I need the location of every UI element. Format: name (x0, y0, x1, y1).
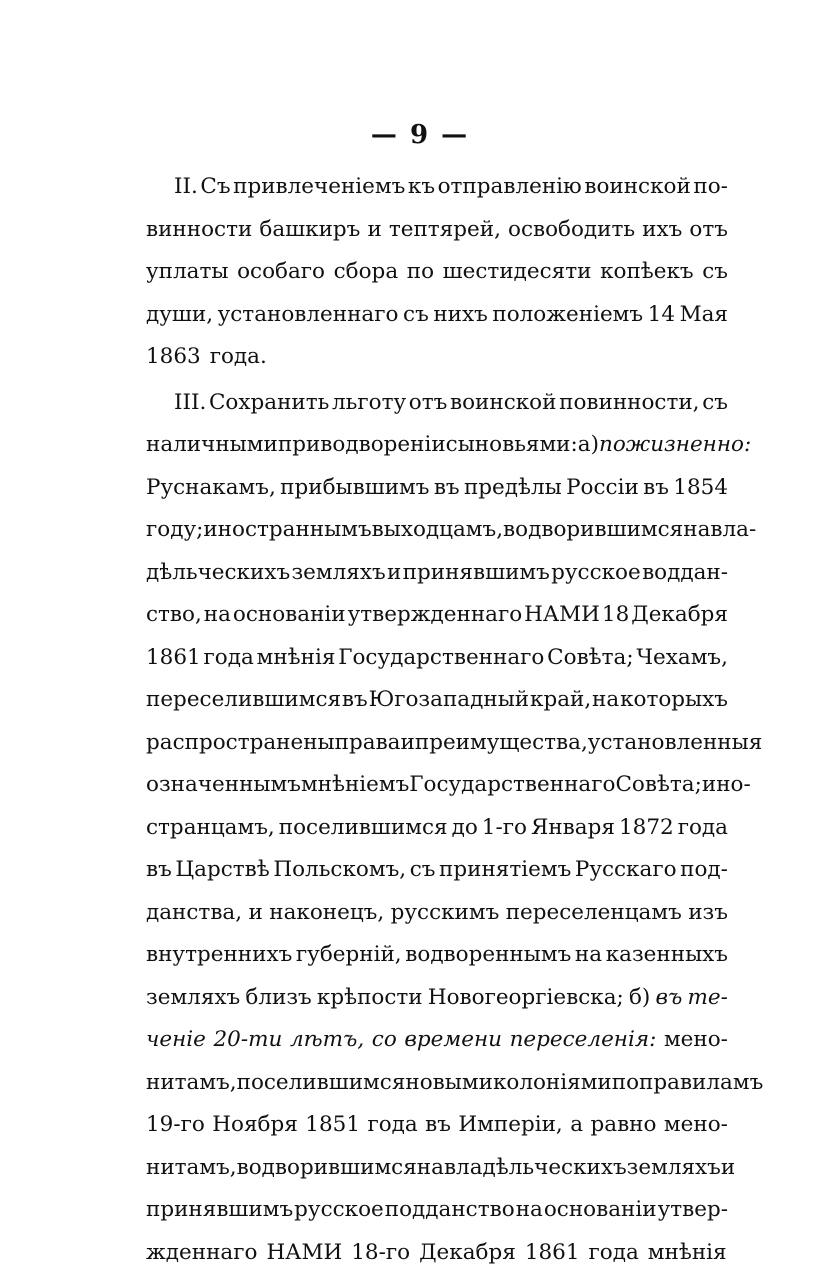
text-line (146, 892, 728, 935)
text-line (146, 807, 728, 850)
word: въ (342, 679, 368, 722)
word: русское (294, 1189, 384, 1232)
word: правиламъ (639, 1062, 763, 1105)
word: въ (643, 467, 669, 510)
word: мнѣнія (648, 1232, 727, 1274)
word: НАМИ (524, 594, 600, 637)
word: странцамъ, (146, 807, 275, 850)
word: переселившимся (146, 679, 341, 722)
text-line (146, 934, 728, 977)
text-line (146, 509, 728, 552)
word: Сохранить (209, 382, 329, 425)
word: года. (210, 336, 267, 379)
word: воддан- (642, 552, 728, 595)
text-line (146, 594, 728, 637)
page-number: — 9 — (0, 120, 840, 150)
text-line (146, 977, 728, 1020)
word: особаго (237, 251, 325, 294)
word: уплаты (146, 251, 228, 294)
word: мнѣнія (257, 637, 336, 680)
text-line (146, 849, 728, 892)
word: ихъ (642, 209, 682, 252)
word: съ (702, 382, 728, 425)
word: льготу (332, 382, 406, 425)
word: распространены (146, 722, 335, 765)
word: 14 (648, 294, 675, 337)
word: II. (174, 166, 198, 209)
word: въ (434, 467, 460, 510)
word: мено- (664, 1019, 728, 1062)
text-line (146, 336, 728, 379)
text-line (146, 1232, 728, 1274)
word: 1861 (146, 637, 201, 680)
word: 20-ти (213, 1019, 282, 1062)
word: 18 (602, 594, 629, 637)
word: Польскомъ, (273, 849, 406, 892)
word: владѣльческихъ (444, 1147, 627, 1190)
word: внутреннихъ (146, 934, 292, 977)
text-line (146, 382, 728, 425)
word: лѣтъ, (290, 1019, 364, 1062)
word: съ (403, 294, 429, 337)
word: данства, (146, 892, 242, 935)
text-line (146, 166, 728, 209)
word: основаніи (233, 594, 346, 637)
word: въ (146, 849, 172, 892)
word: утвержденнаго (348, 594, 523, 637)
word: равно (591, 1104, 657, 1147)
word: а (570, 1104, 583, 1147)
word: Имперіи, (458, 1104, 562, 1147)
word: под- (680, 849, 728, 892)
word: права (335, 722, 401, 765)
text-line (146, 764, 728, 807)
word: года (367, 1104, 417, 1147)
text-line (146, 251, 728, 294)
word: отправленію (438, 166, 582, 209)
word: отъ (409, 382, 448, 425)
text-line (146, 637, 728, 680)
text-line (146, 467, 728, 510)
word: воинской (584, 166, 690, 209)
word: тептярей, (389, 209, 501, 252)
text-line (146, 209, 728, 252)
word: принятіемъ (439, 849, 571, 892)
word: принявшимъ (146, 1189, 293, 1232)
text-line (146, 1062, 728, 1105)
word: 1861 (525, 1232, 580, 1274)
word: и (367, 209, 381, 252)
word: новыми (405, 1062, 493, 1105)
word: и (387, 552, 401, 595)
word: Чехамъ, (636, 637, 728, 680)
word: 1872 (619, 807, 674, 850)
word: наличными (146, 424, 278, 467)
word: башкиръ (259, 209, 360, 252)
word: жденнаго (146, 1232, 257, 1274)
word: Совѣта; (615, 764, 701, 807)
word: Совѣта; (547, 637, 633, 680)
word: переселенія: (510, 1019, 657, 1062)
word: Съ (200, 166, 230, 209)
word: въ (425, 1104, 451, 1147)
word: къ (408, 166, 435, 209)
word: которыхъ (620, 679, 728, 722)
word: водвореніи (320, 424, 445, 467)
word: съ (410, 849, 436, 892)
word: водворившимся (503, 509, 683, 552)
word: на (516, 1189, 543, 1232)
word: III. (174, 382, 206, 425)
word: нитамъ, (146, 1147, 237, 1190)
word: привлеченіемъ (233, 166, 405, 209)
word: года (204, 637, 254, 680)
word: предѣлы (464, 467, 562, 510)
word: Русскаго (575, 849, 677, 892)
word: а) (578, 424, 599, 467)
word: Декабря (631, 594, 728, 637)
word: колоніями (493, 1062, 612, 1105)
word: дѣльческихъ (146, 552, 290, 595)
word: Января (531, 807, 615, 850)
word: означеннымъ (146, 764, 301, 807)
word: Государственнаго (338, 637, 544, 680)
word: воинской (450, 382, 556, 425)
word: НАМИ (266, 1232, 342, 1274)
word: 1851 (305, 1104, 360, 1147)
word: земляхъ (291, 552, 385, 595)
word: 18-го (351, 1232, 410, 1274)
text-line (146, 722, 728, 765)
word: года (678, 807, 728, 850)
word: Югозападный (369, 679, 530, 722)
word: шестидесяти (443, 251, 592, 294)
text-line (146, 679, 728, 722)
word: съ (702, 251, 728, 294)
word: при (278, 424, 320, 467)
word: до (452, 807, 478, 850)
word: выходцамъ, (372, 509, 503, 552)
word: пожизненно: (599, 424, 751, 467)
word: принявшимъ (403, 552, 550, 595)
text-line (146, 294, 728, 337)
word: водвореннымъ (405, 934, 571, 977)
word: со (372, 1019, 397, 1062)
word: освободить (508, 209, 635, 252)
word: года (589, 1232, 639, 1274)
word: ино- (702, 764, 751, 807)
word: отъ (689, 209, 728, 252)
word: времени (404, 1019, 502, 1062)
word: поселившимся (279, 807, 448, 850)
word: прибывшимъ (280, 467, 429, 510)
word: б) (629, 977, 650, 1020)
word: Руснакамъ, (146, 467, 276, 510)
word: нихъ (433, 294, 487, 337)
word: край, (530, 679, 591, 722)
word: те- (688, 977, 728, 1020)
word: копѣекъ (600, 251, 694, 294)
word: сбора (334, 251, 399, 294)
paragraph-section-ii (146, 166, 728, 379)
word: по (612, 1062, 639, 1105)
word: водворившимся (237, 1147, 417, 1190)
word: мнѣніемъ (301, 764, 409, 807)
word: на (683, 509, 710, 552)
word: Россіи (566, 467, 639, 510)
word: изъ (688, 892, 728, 935)
word: на (592, 679, 619, 722)
word: переселенцамъ (506, 892, 682, 935)
word: Мая (680, 294, 728, 337)
word: преимущества, (415, 722, 588, 765)
word: вла- (710, 509, 756, 552)
word: ченіе (146, 1019, 206, 1062)
word: установленныя (588, 722, 763, 765)
word: по- (693, 166, 728, 209)
word: русское (551, 552, 641, 595)
word: казенныхъ (606, 934, 728, 977)
word: положеніемъ (492, 294, 643, 337)
word: подданство (385, 1189, 515, 1232)
word: Государственнаго (409, 764, 615, 807)
word: 1854 (673, 467, 728, 510)
text-line (146, 1104, 728, 1147)
text-line (146, 1019, 728, 1062)
word: поселившимся (237, 1062, 406, 1105)
word: по (407, 251, 434, 294)
word: Царствѣ (175, 849, 269, 892)
word: и (249, 892, 263, 935)
word: иностраннымъ (203, 509, 371, 552)
body-text (146, 166, 728, 1274)
word: Ноября (212, 1104, 298, 1147)
word: и (721, 1147, 735, 1190)
word: земляхъ (627, 1147, 721, 1190)
word: 1-го (482, 807, 527, 850)
paragraph-section-iii (146, 382, 728, 1274)
text-line (146, 424, 728, 467)
text-line (146, 552, 728, 595)
word: сыновьями: (446, 424, 578, 467)
word: на (417, 1147, 444, 1190)
word: Декабря (419, 1232, 516, 1274)
word: души, (146, 294, 213, 337)
word: на (204, 594, 231, 637)
word: году; (146, 509, 203, 552)
word: утвер- (658, 1189, 728, 1232)
word: русскимъ (391, 892, 500, 935)
text-line (146, 1189, 728, 1232)
word: винности (146, 209, 252, 252)
text-line (146, 1147, 728, 1190)
word: близъ (245, 977, 311, 1020)
word: 19-го (146, 1104, 205, 1147)
word: наконецъ, (269, 892, 384, 935)
word: крѣпости (317, 977, 423, 1020)
word: повинности, (559, 382, 699, 425)
word: нитамъ, (146, 1062, 237, 1105)
word: Новогеоргіевска; (428, 977, 624, 1020)
word: мено- (664, 1104, 728, 1147)
word: въ (656, 977, 683, 1020)
word: 1863 (146, 336, 201, 379)
word: основаніи (544, 1189, 657, 1232)
word: установленнаго (218, 294, 399, 337)
word: губерній, (296, 934, 402, 977)
word: ство, (146, 594, 202, 637)
word: земляхъ (146, 977, 240, 1020)
word: на (575, 934, 602, 977)
word: и (401, 722, 415, 765)
